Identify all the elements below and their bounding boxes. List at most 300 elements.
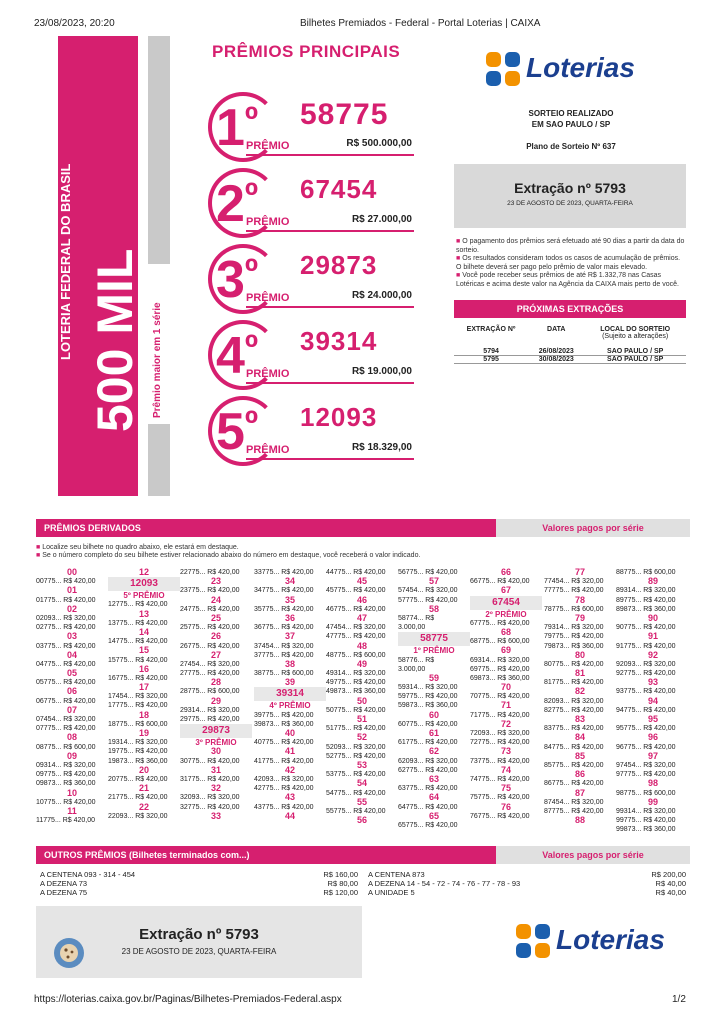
derivados-entry: 12775... R$ 420,00 — [108, 601, 168, 609]
group-header: 91 — [647, 631, 658, 642]
note-item: ■ Você pode receber seus prêmios de até R$ 1.332,78 nas Casas Lotéricas e acima deste valor na Agência da CAIXA mais perto de você. — [456, 272, 679, 288]
derivados-entry: 06775... R$ 420,00 — [36, 697, 96, 705]
group-header: 49 — [356, 658, 367, 669]
group-header: 62 — [428, 746, 439, 757]
group-header: 06 — [66, 686, 77, 697]
derivados-entry: 36775... R$ 420,00 — [254, 624, 314, 632]
highlight-number: 12093 — [108, 577, 180, 591]
group-header: 46 — [356, 594, 367, 605]
derivados-entry: 49775... R$ 420,00 — [326, 679, 386, 687]
group-header: 67 — [500, 585, 511, 596]
derivados-entry: 89314... R$ 320,00 — [616, 587, 676, 595]
extracao-box — [454, 164, 686, 228]
prize-value: R$ 24.000,00 — [351, 290, 412, 301]
group-header: 34 — [284, 576, 295, 587]
group-header: 10 — [66, 787, 77, 798]
logo-text: Loterias — [526, 52, 635, 83]
group-header: 83 — [574, 714, 585, 724]
prize-label: PRÊMIO — [246, 444, 290, 456]
proximas-header: PRÓXIMAS EXTRAÇÕES — [454, 300, 686, 318]
derivados-entry: 37775... R$ 420,00 — [254, 651, 314, 659]
derivados-entry: 58774... R$ — [398, 614, 435, 622]
derivados-entry: 69314... R$ 320,00 — [470, 656, 530, 664]
derivados-entry: 15775... R$ 420,00 — [108, 656, 168, 664]
row-extracao: 5795 — [483, 356, 499, 363]
prize-number: 67454 — [300, 174, 378, 204]
group-header: 71 — [500, 700, 511, 711]
prize-item — [208, 168, 418, 238]
derivados-entry: 55775... R$ 420,00 — [326, 807, 386, 815]
sorteio-line1: SORTEIO REALIZADO — [528, 109, 614, 118]
group-header: 53 — [356, 759, 367, 770]
derivados-entry: 39775... R$ 420,00 — [254, 711, 314, 719]
derivados-entry: 32775... R$ 420,00 — [180, 803, 240, 811]
derivados-entry: 99873... R$ 360,00 — [616, 826, 676, 834]
note-item: ■ Localize seu bilhete no quadro abaixo, ele estará em destaque. — [36, 544, 239, 551]
derivados-entry: 87454... R$ 320,00 — [544, 798, 604, 806]
outros-header: OUTROS PRÊMIOS (Bilhetes terminados com...) — [36, 846, 496, 864]
derivados-column — [398, 568, 470, 830]
row-extracao: 5794 — [483, 348, 499, 355]
group-header: 16 — [138, 663, 149, 674]
derivados-entry: 07775... R$ 420,00 — [36, 725, 96, 733]
group-header: 25 — [210, 612, 221, 623]
derivados-entry: 32093... R$ 320,00 — [180, 794, 240, 802]
derivados-entry: 34775... R$ 420,00 — [254, 587, 314, 595]
group-header: 29 — [210, 695, 221, 706]
derivados-entry: 68775... R$ 600,00 — [470, 638, 530, 646]
group-header: 37 — [284, 631, 295, 642]
plano-sorteio: Plano de Sorteio Nº 637 — [526, 142, 616, 151]
derivados-entry: 43775... R$ 420,00 — [254, 803, 314, 811]
outros-row: A UNIDADE 5 R$ 40,00 — [368, 888, 686, 897]
group-header: 08 — [66, 732, 77, 743]
group-header: 88 — [574, 815, 585, 826]
group-header: 74 — [500, 764, 511, 775]
derivados-entry: 92775... R$ 420,00 — [616, 670, 676, 678]
group-header: 75 — [500, 783, 511, 794]
derivados-entry: 62093... R$ 320,00 — [398, 757, 458, 765]
group-header: 00 — [66, 567, 77, 577]
group-header: 18 — [138, 709, 149, 720]
banner-vertical-title: LOTERIA FEDERAL DO BRASIL — [58, 163, 73, 360]
derivados-column — [108, 568, 180, 821]
row-local: SAO PAULO / SP — [607, 356, 664, 363]
group-header: 41 — [284, 746, 295, 757]
derivados-entry: 04775... R$ 420,00 — [36, 660, 96, 668]
derivados-entry: 64775... R$ 420,00 — [398, 803, 458, 811]
extracao-title: Extração nº 5793 — [514, 180, 626, 196]
derivados-entry: 59775... R$ 420,00 — [398, 693, 458, 701]
derivados-entry: 3.000,00 — [398, 665, 426, 673]
prize-label: PRÊMIO — [246, 140, 290, 152]
derivados-entry: 16775... R$ 420,00 — [108, 674, 168, 682]
derivados-entry: 33775... R$ 420,00 — [254, 569, 314, 576]
derivados-entry: 09775... R$ 420,00 — [36, 771, 96, 779]
group-header: 99 — [647, 796, 658, 807]
derivados-entry: 85775... R$ 420,00 — [544, 761, 604, 769]
derivados-column — [470, 568, 542, 821]
derivados-entry: 98775... R$ 600,00 — [616, 789, 676, 797]
group-header: 90 — [647, 612, 658, 623]
derivados-entry: 67775... R$ 420,00 — [470, 619, 530, 627]
group-header: 95 — [647, 714, 658, 724]
derivados-entry: 09314... R$ 320,00 — [36, 761, 96, 769]
derivados-entry: 82775... R$ 420,00 — [544, 706, 604, 714]
note-item: ■ O pagamento dos prêmios será efetuado até 90 dias a partir da data do sorteio. — [456, 238, 685, 254]
derivados-entry: 79775... R$ 420,00 — [544, 633, 604, 641]
group-header: 69 — [500, 645, 511, 656]
group-header: 17 — [138, 682, 149, 693]
derivados-entry: 35775... R$ 420,00 — [254, 605, 314, 613]
outros-left — [40, 870, 358, 897]
prize-number: 58775 — [300, 98, 389, 131]
derivados-entry: 19873... R$ 360,00 — [108, 757, 168, 765]
derivados-entry: 87775... R$ 420,00 — [544, 807, 604, 815]
group-header: 79 — [574, 612, 585, 623]
outros-row: A DEZENA 73 R$ 80,00 — [40, 879, 358, 888]
group-header: 33 — [210, 810, 221, 821]
derivados-entry: 38775... R$ 600,00 — [254, 670, 314, 678]
prize-underline — [246, 382, 414, 384]
derivados-entry: 01775... R$ 420,00 — [36, 596, 96, 604]
group-header: 94 — [647, 695, 658, 706]
derivados-entry: 59873... R$ 360,00 — [398, 702, 458, 710]
prize-label: PRÊMIO — [246, 292, 290, 304]
derivados-entry: 90775... R$ 420,00 — [616, 624, 676, 632]
derivados-entry: 05775... R$ 420,00 — [36, 679, 96, 687]
group-header: 45 — [356, 576, 367, 587]
print-title: Bilhetes Premiados - Federal - Portal Loterias | CAIXA — [300, 18, 541, 29]
derivados-entry: 42775... R$ 420,00 — [254, 785, 314, 793]
row-data: 30/08/2023 — [538, 356, 574, 363]
group-header: 52 — [356, 732, 367, 743]
derivados-entry: 26775... R$ 420,00 — [180, 642, 240, 650]
derivados-entry: 23775... R$ 420,00 — [180, 587, 240, 595]
derivados-entry: 19314... R$ 320,00 — [108, 739, 168, 747]
footer-url[interactable]: https://loterias.caixa.gov.br/Paginas/Bilhetes-Premiados-Federal.aspx — [34, 994, 342, 1005]
group-header: 72 — [500, 718, 511, 729]
group-header: 77 — [574, 567, 585, 577]
derivados-header: PRÊMIOS DERIVADOS — [36, 519, 496, 537]
highlight-number: 58775 — [398, 632, 470, 646]
group-header: 57 — [428, 576, 439, 587]
th-local: LOCAL DO SORTEIO — [600, 326, 671, 333]
prize-value: R$ 19.000,00 — [351, 366, 412, 377]
group-header: 12 — [138, 567, 149, 577]
group-header: 39 — [284, 677, 295, 688]
derivados-entry: 49873... R$ 360,00 — [326, 688, 386, 696]
group-header: 07 — [66, 704, 77, 715]
prize-number: 29873 — [300, 250, 378, 280]
row-data: 26/08/2023 — [538, 348, 574, 355]
loterias-logo — [486, 50, 656, 90]
print-datetime: 23/08/2023, 20:20 — [34, 18, 115, 29]
group-header: 97 — [647, 750, 658, 761]
prize-ordinal: $3^º$ — [216, 251, 259, 309]
derivados-entry: 27454... R$ 320,00 — [180, 660, 240, 668]
derivados-entry: 57775... R$ 420,00 — [398, 596, 458, 604]
derivados-entry: 20775... R$ 420,00 — [108, 775, 168, 783]
prize-underline — [246, 458, 414, 460]
group-header: 64 — [428, 792, 439, 803]
group-header: 20 — [138, 764, 149, 775]
group-header: 04 — [66, 649, 77, 660]
derivados-entry: 40775... R$ 420,00 — [254, 739, 314, 747]
derivados-entry: 53775... R$ 420,00 — [326, 771, 386, 779]
banner-gray-text: Prêmio maior em 1 série — [152, 302, 163, 418]
derivados-entry: 51775... R$ 420,00 — [326, 725, 386, 733]
derivados-entry: 81775... R$ 420,00 — [544, 679, 604, 687]
outros-gray: Valores pagos por série — [496, 846, 690, 864]
derivados-entry: 42093... R$ 320,00 — [254, 775, 314, 783]
highlight-prize-label: 2º PRÊMIO — [485, 609, 527, 619]
derivados-column — [36, 568, 108, 825]
group-header: 48 — [356, 640, 367, 651]
derivados-entry: 66775... R$ 420,00 — [470, 578, 530, 586]
derivados-entry: 29314... R$ 320,00 — [180, 706, 240, 714]
group-header: 50 — [356, 695, 367, 706]
derivados-entry: 89873... R$ 360,00 — [616, 605, 676, 613]
derivados-entry: 88775... R$ 600,00 — [616, 569, 676, 576]
th-data: DATA — [547, 326, 566, 333]
group-header: 60 — [428, 709, 439, 720]
group-header: 31 — [210, 764, 221, 775]
group-header: 44 — [284, 810, 295, 821]
derivados-entry: 03775... R$ 420,00 — [36, 642, 96, 650]
logo-text: Loterias — [556, 924, 665, 955]
prize-item — [208, 244, 418, 314]
highlight-number: 29873 — [180, 724, 252, 738]
derivados-entry: 58776... R$ — [398, 656, 435, 664]
group-header: 19 — [138, 728, 149, 738]
prize-ordinal: $1^º$ — [216, 99, 259, 157]
derivados-entry: 19775... R$ 420,00 — [108, 748, 168, 756]
prize-number: 39314 — [300, 326, 378, 356]
derivados-entry: 28775... R$ 600,00 — [180, 688, 240, 696]
derivados-entry: 72775... R$ 420,00 — [470, 739, 530, 747]
group-header: 11 — [67, 805, 77, 816]
prize-value: R$ 27.000,00 — [351, 214, 412, 225]
cookie-icon[interactable] — [54, 938, 84, 968]
prize-item — [208, 320, 418, 390]
bottom-extracao-title: Extração nº 5793 — [139, 926, 259, 943]
highlight-prize-label: 1º PRÊMIO — [413, 646, 455, 656]
derivados-entry: 27775... R$ 420,00 — [180, 670, 240, 678]
prize-label: PRÊMIO — [246, 216, 290, 228]
derivados-entry: 99775... R$ 420,00 — [616, 817, 676, 825]
derivados-entry: 63775... R$ 420,00 — [398, 785, 458, 793]
highlight-number: 67454 — [470, 596, 542, 610]
note-item: ■ Se o número completo do seu bilhete estiver relacionado abaixo do número em destaque, você receberá o valor indicado. — [36, 552, 421, 559]
group-header: 93 — [647, 677, 658, 688]
prize-underline — [246, 230, 414, 232]
prize-ordinal: $4^º$ — [216, 327, 259, 385]
derivados-entry: 69775... R$ 420,00 — [470, 665, 530, 673]
derivados-entry: 89775... R$ 420,00 — [616, 596, 676, 604]
derivados-entry: 30775... R$ 420,00 — [180, 757, 240, 765]
derivados-entry: 14775... R$ 420,00 — [108, 638, 168, 646]
derivados-entry: 02093... R$ 320,00 — [36, 614, 96, 622]
derivados-entry: 76775... R$ 420,00 — [470, 812, 530, 820]
proximas-table — [454, 326, 686, 364]
derivados-column — [326, 568, 398, 825]
derivados-entry: 60775... R$ 420,00 — [398, 720, 458, 728]
row-local: SAO PAULO / SP — [607, 348, 664, 355]
group-header: 98 — [647, 778, 658, 789]
group-header: 81 — [574, 668, 585, 679]
derivados-entry: 84775... R$ 420,00 — [544, 743, 604, 751]
group-header: 01 — [66, 585, 77, 596]
derivados-entry: 52775... R$ 420,00 — [326, 752, 386, 760]
derivados-entry: 49314... R$ 320,00 — [326, 670, 386, 678]
group-header: 68 — [500, 626, 511, 637]
group-header: 59 — [428, 672, 439, 683]
derivados-entry: 79873... R$ 360,00 — [544, 642, 604, 650]
derivados-column — [254, 568, 326, 821]
derivados-entry: 69873... R$ 360,00 — [470, 674, 530, 682]
group-header: 96 — [647, 732, 658, 743]
derivados-entry: 39873... R$ 360,00 — [254, 720, 314, 728]
prize-value: R$ 500.000,00 — [346, 138, 412, 149]
group-header: 76 — [500, 801, 511, 812]
prize-ordinal: $5^º$ — [216, 403, 259, 461]
derivados-gray: Valores pagos por série — [496, 519, 690, 537]
derivados-entry: 77454... R$ 320,00 — [544, 578, 604, 586]
th-extracao: EXTRAÇÃO Nº — [466, 326, 516, 333]
group-header: 43 — [284, 792, 295, 803]
group-header: 14 — [138, 626, 149, 637]
derivados-entry: 41775... R$ 420,00 — [254, 757, 314, 765]
group-header: 92 — [647, 649, 658, 660]
derivados-entry: 91775... R$ 420,00 — [616, 642, 676, 650]
group-header: 13 — [138, 608, 149, 619]
group-header: 05 — [66, 668, 77, 679]
derivados-column — [180, 568, 252, 821]
group-header: 42 — [284, 764, 295, 775]
group-header: 02 — [66, 603, 77, 614]
derivados-entry: 29775... R$ 420,00 — [180, 716, 240, 723]
derivados-entry: 61775... R$ 420,00 — [398, 739, 458, 747]
derivados-entry: 97454... R$ 320,00 — [616, 761, 676, 769]
extracao-date: 23 DE AGOSTO DE 2023, QUARTA-FEIRA — [507, 200, 633, 207]
note-item: ■ Os resultados consideram todos os casos de acumulação de prêmios. O bilhete deverá ser pago pelo prêmio de valor mais elevado. — [456, 255, 681, 271]
derivados-entry: 70775... R$ 420,00 — [470, 693, 530, 701]
derivados-entry: 78775... R$ 600,00 — [544, 605, 604, 613]
derivados-entry: 92093... R$ 320,00 — [616, 660, 676, 668]
highlight-number: 39314 — [254, 687, 326, 701]
outros-row: A DEZENA 14 - 54 - 72 - 74 - 76 - 77 - 78 - 93 R$ 40,00 — [368, 879, 686, 888]
highlight-prize-label: 5º PRÊMIO — [123, 591, 165, 601]
derivados-entry: 17454... R$ 320,00 — [108, 693, 168, 701]
bottom-extracao-box — [36, 906, 362, 978]
group-header: 66 — [500, 567, 511, 577]
group-header: 63 — [428, 773, 439, 784]
sorteio-local — [486, 108, 656, 130]
derivados-entry: 00775... R$ 420,00 — [36, 578, 96, 586]
derivados-column — [544, 568, 616, 825]
derivados-entry: 50775... R$ 420,00 — [326, 706, 386, 714]
group-header: 22 — [138, 801, 149, 812]
derivados-entry: 3.000,00 — [398, 624, 426, 632]
group-header: 84 — [574, 732, 585, 743]
group-header: 65 — [428, 810, 439, 821]
group-header: 40 — [284, 728, 295, 738]
derivados-entry: 47454... R$ 320,00 — [326, 624, 386, 632]
derivados-entry: 52093... R$ 320,00 — [326, 743, 386, 751]
derivados-entry: 21775... R$ 420,00 — [108, 794, 168, 802]
derivados-entry: 83775... R$ 420,00 — [544, 725, 604, 733]
derivados-entry: 57454... R$ 320,00 — [398, 587, 458, 595]
derivados-entry: 22775... R$ 420,00 — [180, 569, 240, 576]
derivados-entry: 37454... R$ 320,00 — [254, 642, 314, 650]
derivados-entry: 72093... R$ 320,00 — [470, 730, 530, 737]
prize-underline — [246, 306, 414, 308]
derivados-entry: 77775... R$ 420,00 — [544, 587, 604, 595]
group-header: 23 — [210, 576, 221, 587]
group-header: 80 — [574, 649, 585, 660]
group-header: 21 — [138, 783, 149, 794]
group-header: 30 — [210, 746, 221, 757]
group-header: 47 — [356, 612, 367, 623]
group-header: 03 — [66, 631, 77, 642]
notes-list — [456, 238, 686, 289]
derivados-entry: 54775... R$ 420,00 — [326, 789, 386, 797]
main-title: PRÊMIOS PRINCIPAIS — [212, 42, 401, 61]
group-header: 09 — [66, 750, 77, 761]
derivados-entry: 79314... R$ 320,00 — [544, 624, 604, 632]
sorteio-line2: EM SAO PAULO / SP — [531, 120, 611, 129]
derivados-entry: 56775... R$ 420,00 — [398, 569, 458, 576]
derivados-entry: 59314... R$ 320,00 — [398, 684, 458, 692]
group-header: 55 — [356, 796, 367, 807]
prize-item — [208, 396, 418, 466]
group-header: 26 — [210, 631, 221, 642]
derivados-entry: 17775... R$ 420,00 — [108, 702, 168, 710]
derivados-entry: 93775... R$ 420,00 — [616, 688, 676, 696]
derivados-entry: 45775... R$ 420,00 — [326, 587, 386, 595]
th-sub: (Sujeito a alterações) — [602, 333, 669, 340]
derivados-entry: 73775... R$ 420,00 — [470, 757, 530, 765]
derivados-entry: 75775... R$ 420,00 — [470, 794, 530, 802]
bottom-loterias-logo — [516, 922, 686, 962]
bottom-extracao-date: 23 DE AGOSTO DE 2023, QUARTA-FEIRA — [121, 947, 277, 956]
group-header: 36 — [284, 612, 295, 623]
derivados-entry: 46775... R$ 420,00 — [326, 605, 386, 613]
prize-value: R$ 18.329,00 — [351, 442, 412, 453]
derivados-entry: 47775... R$ 420,00 — [326, 633, 386, 641]
derivados-entry: 80775... R$ 420,00 — [544, 660, 604, 668]
derivados-entry: 08775... R$ 600,00 — [36, 743, 96, 751]
derivados-entry: 09873... R$ 360,00 — [36, 780, 96, 788]
derivados-entry: 11775... R$ 420,00 — [36, 817, 96, 825]
group-header: 82 — [574, 686, 585, 697]
derivados-entry: 07454... R$ 320,00 — [36, 716, 96, 723]
derivados-entry: 22093... R$ 320,00 — [108, 812, 168, 820]
group-header: 32 — [210, 783, 221, 794]
derivados-entry: 10775... R$ 420,00 — [36, 798, 96, 806]
prize-underline — [246, 154, 414, 156]
group-header: 56 — [356, 815, 367, 826]
derivados-entry: 31775... R$ 420,00 — [180, 775, 240, 783]
group-header: 51 — [356, 714, 367, 724]
group-header: 73 — [500, 746, 511, 757]
clover-logo-icon — [486, 52, 520, 86]
derivados-entry: 24775... R$ 420,00 — [180, 605, 240, 613]
prize-ordinal: $2^º$ — [216, 175, 259, 233]
group-header: 35 — [284, 594, 295, 605]
group-header: 61 — [428, 728, 439, 738]
